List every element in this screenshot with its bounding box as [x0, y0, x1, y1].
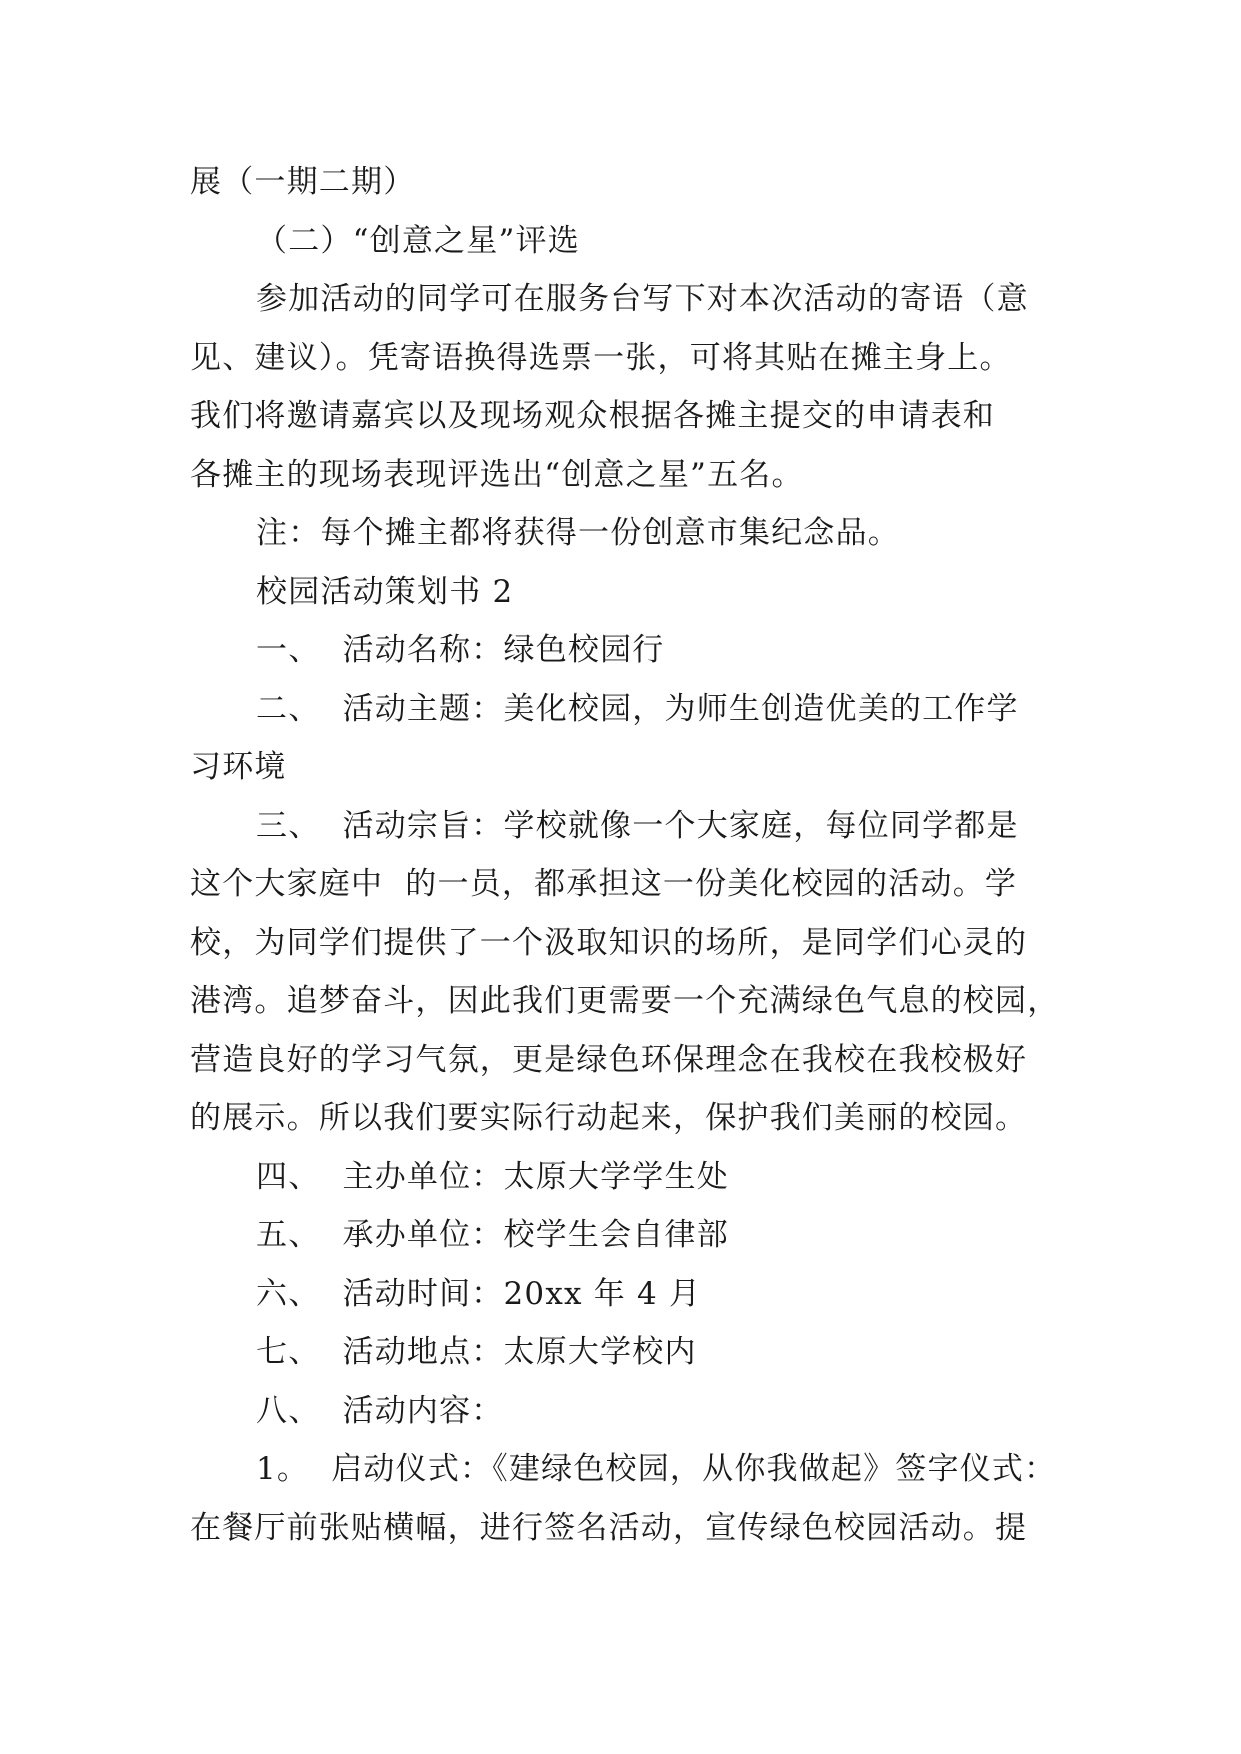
text-line: 一、 活动名称：绿色校园行: [256, 632, 665, 668]
text-line: 的展示。所以我们要实际行动起来，保护我们美丽的校园。: [190, 1100, 1028, 1136]
text-line: 我们将邀请嘉宾以及现场观众根据各摊主提交的申请表和: [190, 398, 995, 434]
text-line: 八、 活动内容：: [256, 1392, 504, 1429]
text-line: 1。 启动仪式：《建绿色校园，从你我做起》签字仪式：: [256, 1451, 1057, 1487]
document-body: [190, 153, 1070, 1557]
text-line: （二）“创意之星”评选: [256, 222, 580, 259]
text-line: 七、 活动地点：太原大学校内: [256, 1334, 697, 1370]
text-line: 习环境: [190, 749, 287, 785]
text-line: 港湾。追梦奋斗，因此我们更需要一个充满绿色气息的校园，: [190, 983, 1060, 1019]
text-line: 见、建议）。凭寄语换得选票一张，可将其贴在摊主身上。: [190, 339, 1012, 376]
text-line: 参加活动的同学可在服务台写下对本次活动的寄语（意: [256, 281, 1029, 317]
text-line: 六、 活动时间：20xx 年 4 月: [256, 1275, 702, 1312]
text-line: 展（一期二期）: [190, 164, 416, 200]
text-line: 各摊主的现场表现评选出“创意之星”五名。: [190, 456, 804, 493]
text-line: 注：每个摊主都将获得一份创意市集纪念品。: [256, 515, 900, 551]
text-line: 这个大家庭中 的一员，都承担这一份美化校园的活动。学: [190, 866, 1018, 902]
text-line: 在餐厅前张贴横幅，进行签名活动，宣传绿色校园活动。提: [190, 1509, 1028, 1546]
text-line: 营造良好的学习气氛，更是绿色环保理念在我校在我校极好: [190, 1041, 1028, 1078]
text-line: 五、 承办单位：校学生会自律部: [256, 1217, 729, 1253]
text-line: 四、 主办单位：太原大学学生处: [256, 1158, 729, 1195]
text-line: 二、 活动主题：美化校园，为师生创造优美的工作学: [256, 690, 1019, 727]
text-line: 校，为同学们提供了一个汲取知识的场所，是同学们心灵的: [190, 924, 1028, 961]
text-line: 校园活动策划书 2: [256, 573, 514, 610]
text-line: 三、 活动宗旨：学校就像一个大家庭，每位同学都是: [256, 807, 1019, 844]
